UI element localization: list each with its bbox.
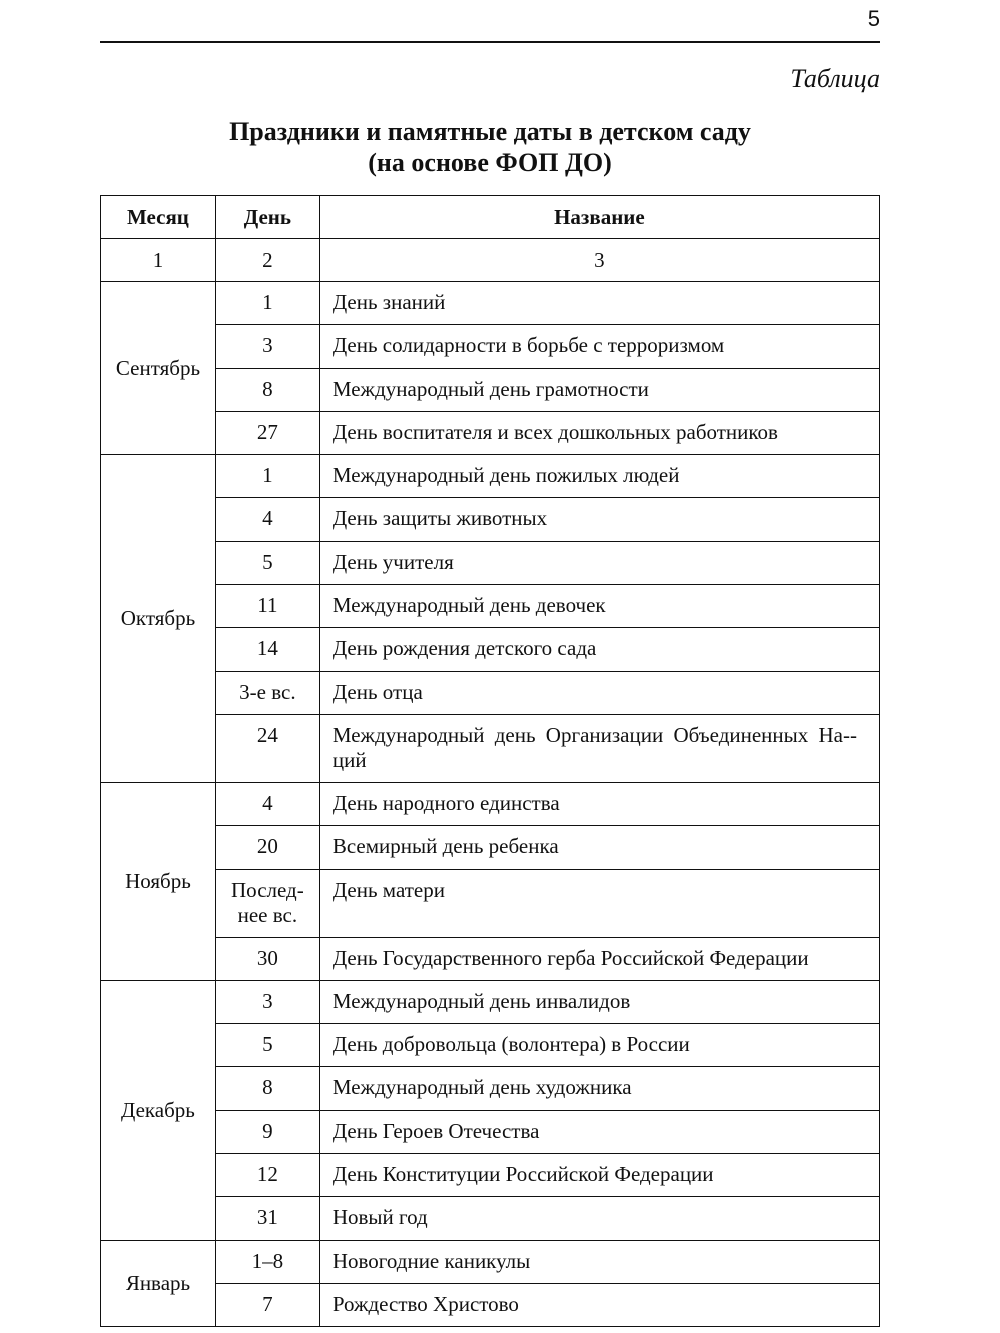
name-cell: День знаний — [319, 282, 879, 325]
table-row — [101, 455, 880, 498]
column-number-name: 3 — [319, 239, 879, 282]
table-row — [101, 826, 880, 869]
name-cell: Международный день грамотности — [319, 368, 879, 411]
table-row — [101, 585, 880, 628]
table-row — [101, 368, 880, 411]
month-cell: Ноябрь — [101, 782, 216, 980]
day-cell: 3 — [215, 980, 319, 1023]
day-cell: 14 — [215, 628, 319, 671]
day-cell: Послед- нее вс. — [215, 869, 319, 937]
name-cell: День рождения детского сада — [319, 628, 879, 671]
month-cell: Октябрь — [101, 455, 216, 783]
table-row — [101, 782, 880, 825]
page-title — [100, 116, 880, 178]
table-row — [101, 541, 880, 584]
holidays-table — [100, 195, 880, 1327]
day-cell: 1 — [215, 455, 319, 498]
day-cell: 4 — [215, 498, 319, 541]
table-row — [101, 937, 880, 980]
table-row — [101, 1024, 880, 1067]
name-cell: День матери — [319, 869, 879, 937]
table-row — [101, 411, 880, 454]
header-name: Название — [319, 196, 879, 239]
header-month: Месяц — [101, 196, 216, 239]
table-row — [101, 714, 880, 782]
name-cell: Новый год — [319, 1197, 879, 1240]
day-cell: 8 — [215, 1067, 319, 1110]
name-cell: Рождество Христово — [319, 1283, 879, 1326]
day-cell: 27 — [215, 411, 319, 454]
name-cell: День защиты животных — [319, 498, 879, 541]
name-cell: День солидарности в борьбе с терроризмом — [319, 325, 879, 368]
table-row — [101, 325, 880, 368]
table-row — [101, 1283, 880, 1326]
table-row — [101, 1067, 880, 1110]
day-cell: 9 — [215, 1110, 319, 1153]
column-number-month: 1 — [101, 239, 216, 282]
day-cell: 24 — [215, 714, 319, 782]
name-cell: День Государственного герба Российской Федерации — [319, 937, 879, 980]
table-row — [101, 282, 880, 325]
name-cell: День Героев Отечества — [319, 1110, 879, 1153]
table-row — [101, 671, 880, 714]
title-line-1: Праздники и памятные даты в детском саду — [229, 117, 751, 146]
title-line-2: (на основе ФОП ДО) — [368, 148, 612, 177]
name-cell: День добровольца (волонтера) в России — [319, 1024, 879, 1067]
table-row — [101, 1240, 880, 1283]
table-label: Таблица — [790, 64, 880, 93]
day-cell: 12 — [215, 1154, 319, 1197]
table-row — [101, 980, 880, 1023]
day-cell: 31 — [215, 1197, 319, 1240]
name-cell: Международный день Организации Объединенных На-ций — [319, 714, 879, 782]
day-cell: 5 — [215, 1024, 319, 1067]
page-number: 5 — [867, 6, 880, 31]
day-cell: 1 — [215, 282, 319, 325]
day-cell: 11 — [215, 585, 319, 628]
day-cell: 5 — [215, 541, 319, 584]
table-row — [101, 1197, 880, 1240]
name-cell: Международный день девочек — [319, 585, 879, 628]
name-cell: Новогодние каникулы — [319, 1240, 879, 1283]
name-cell: Международный день инвалидов — [319, 980, 879, 1023]
name-cell: День отца — [319, 671, 879, 714]
day-cell: 3 — [215, 325, 319, 368]
day-cell: 3-е вс. — [215, 671, 319, 714]
name-cell: День Конституции Российской Федерации — [319, 1154, 879, 1197]
name-cell: День народного единства — [319, 782, 879, 825]
name-cell: Международный день художника — [319, 1067, 879, 1110]
day-cell: 30 — [215, 937, 319, 980]
table-row — [101, 1110, 880, 1153]
name-cell: Всемирный день ребенка — [319, 826, 879, 869]
month-cell: Сентябрь — [101, 282, 216, 455]
day-cell: 8 — [215, 368, 319, 411]
column-number-row — [101, 239, 880, 282]
table-row — [101, 628, 880, 671]
month-cell: Январь — [101, 1240, 216, 1327]
name-cell: День воспитателя и всех дошкольных работников — [319, 411, 879, 454]
table-row — [101, 1154, 880, 1197]
header-row — [101, 196, 880, 239]
day-cell: 4 — [215, 782, 319, 825]
month-cell: Декабрь — [101, 980, 216, 1240]
name-cell: День учителя — [319, 541, 879, 584]
name-cell: Международный день пожилых людей — [319, 455, 879, 498]
header-day: День — [215, 196, 319, 239]
table-row — [101, 869, 880, 937]
header-rule — [100, 41, 880, 43]
table-body — [101, 282, 880, 1327]
day-cell: 1–8 — [215, 1240, 319, 1283]
table-row — [101, 498, 880, 541]
column-number-day: 2 — [215, 239, 319, 282]
day-cell: 20 — [215, 826, 319, 869]
day-cell: 7 — [215, 1283, 319, 1326]
